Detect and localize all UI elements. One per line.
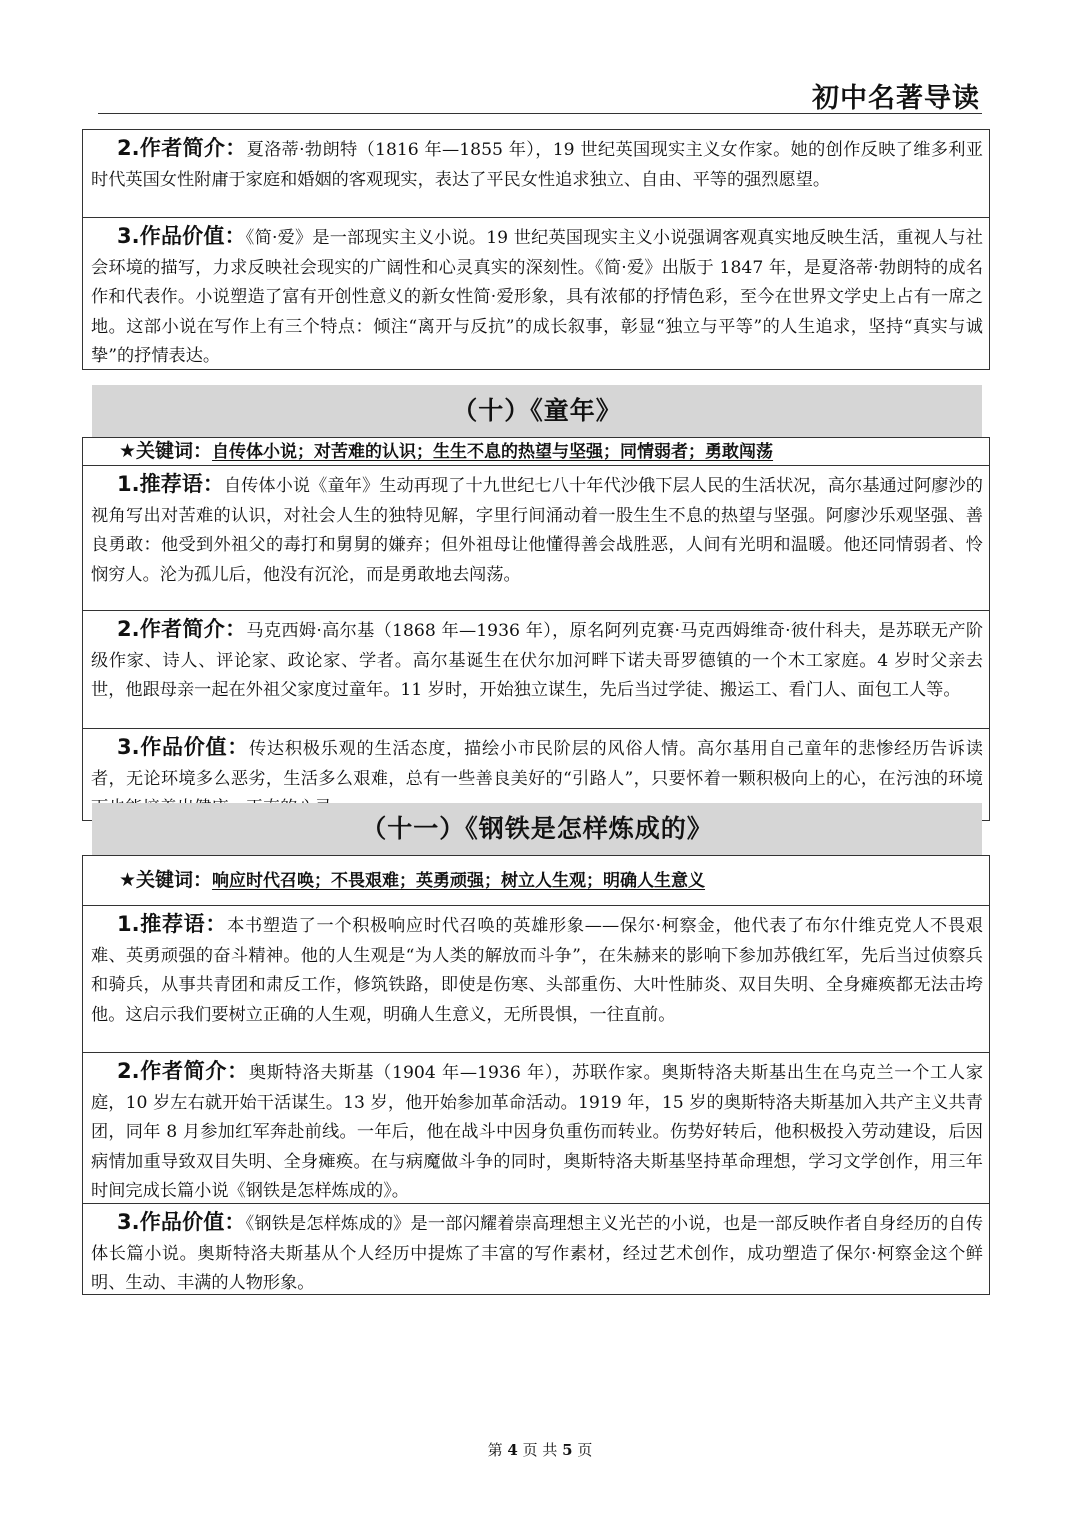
- value-text: 传达积极乐观的生活态度，描绘小市民阶层的风俗人情。高尔基用自己童年的悲惨经历告诉读者，无论环境多么恶劣，生活多么艰难，总有一些善良美好的“引路人”，只要怀着一颗积极向上的心，在污浊的环境: [91, 739, 983, 789]
- author-text: 奥斯特洛夫斯基（1904 年—1936 年），苏联作家。奥斯特洛夫斯基出生在乌克兰一个工人家庭，10 岁左右就开始干活谋生。13 岁，他开始参加革命活动。1919 年，15 岁的奥斯特洛夫斯基加入共产主义共青团，同年 8 月参加红军奔赴前线。一年后，他在战斗中因身负重伤而转业。伤势好转后，他积极投入劳动建设，后因病情加重导致双目失明、全身瘫痪。在与病魔做斗争的同时，奥斯特洛夫斯基坚持革命理想，学习文学创作，用三年时间完成长篇小说《钢铁是怎样炼成的》。: [91, 1063, 984, 1201]
- footer-middle: 页 共: [522, 1441, 558, 1459]
- section-title: （十一）《钢铁是怎样炼成的》: [92, 803, 982, 855]
- section10-box: [82, 437, 990, 821]
- footer-page-number: 4: [507, 1441, 518, 1459]
- value-row: [83, 1204, 989, 1294]
- keyword-row: [83, 856, 989, 906]
- recommend-row: [83, 906, 989, 1053]
- author-text: 马克西姆·高尔基（1868 年—1936 年），原名阿列克赛·马克西姆维奇·彼什科夫，是苏联无产阶级作家、诗人、评论家、政论家、学者。高尔基诞生在伏尔加河畔下诺夫哥罗德镇的一个木工家庭。4 岁时父亲去世，他跟母亲一起在外祖父家度过童年。11 岁时，开始独立谋生，先后当过学徒、搬运工、看门人、面包工人等。: [91, 621, 984, 700]
- keyword-label: ★关键词：: [119, 869, 213, 891]
- recommend-label: 1.推荐语：: [117, 912, 228, 936]
- page-footer: [0, 1439, 1080, 1460]
- keyword-text: 响应时代召唤；不畏艰难；英勇顽强；树立人生观；明确人生意义: [212, 871, 706, 891]
- author-text: 夏洛蒂·勃朗特（1816 年—1855 年），19 世纪英国现实主义女作家。她的创作反映了维多利亚时代英国女性附庸于家庭和婚姻的客观现实，表达了平民女性追求独立、自由、平等的强烈愿望。: [91, 140, 983, 190]
- recommend-text: 本书塑造了一个积极响应时代召唤的英雄形象——保尔·柯察金，他代表了布尔什维克党人不畏艰难、英勇顽强的奋斗精神。他的人生观是“为人类的解放而斗争”，在朱赫来的影响下参加苏俄红军，先后当过侦察兵和骑兵，从事共青团和肃反工作，修筑铁路，即使是伤寒、头部重伤、大叶性肺炎、双目失明、全身瘫痪都无法击垮他。这启示我们要树立正确的人生观，明确人生意义，无所畏惧，一往直前。: [91, 916, 983, 1025]
- value-label: 3.作品价值：: [117, 224, 246, 248]
- author-row: [83, 611, 989, 729]
- value-label: 3.作品价值：: [117, 1210, 246, 1234]
- prev-author-row: [83, 130, 989, 218]
- value-text: 《钢铁是怎样炼成的》是一部闪耀着崇高理想主义光芒的小说，也是一部反映作者自身经历的自传体长篇小说。奥斯特洛夫斯基从个人经历中提炼了丰富的写作素材，经过艺术创作，成功塑造了保尔·柯察金这个鲜明、生动、丰满的人物形象。: [91, 1214, 984, 1293]
- recommend-row: [83, 466, 989, 611]
- keyword-text: 自传体小说；对苦难的认识；生生不息的热望与坚强；同情弱者；勇敢闯荡: [212, 442, 774, 462]
- keyword-label: ★关键词：: [119, 440, 213, 462]
- author-label: 2.作者简介：: [117, 1059, 249, 1083]
- keyword-row: [83, 438, 989, 466]
- recommend-label: 1.推荐语：: [117, 472, 224, 496]
- author-label: 2.作者简介：: [117, 617, 247, 641]
- footer-total-pages: 5: [562, 1441, 573, 1459]
- header-title: 初中名著导读: [812, 83, 980, 114]
- footer-prefix: 第: [487, 1441, 503, 1459]
- author-row: [83, 1053, 989, 1204]
- author-label: 2.作者简介：: [117, 136, 247, 160]
- prev-section-box: [82, 129, 990, 370]
- value-text: 《简·爱》是一部现实主义小说。19 世纪英国现实主义小说强调客观真实地反映生活，重视人与社会环境的描写，力求反映社会现实的广阔性和心灵真实的深刻性。《简·爱》出版于 1847 年，是夏洛蒂·勃朗特的成名作和代表作。小说塑造了富有开创性意义的新女性简·爱形象，具有浓郁的抒情色彩，至今在世界文学史上占有一席之地。这部小说在写作上有三个特点：倾注“离开与反抗”的成长叙事，彰显“独立与平等”的人生追求，坚持“真实与诚挚”的抒情表达。: [91, 228, 983, 366]
- section-title: （十）《童年》: [92, 385, 982, 437]
- section11-box: [82, 855, 990, 1295]
- recommend-text: 自传体小说《童年》生动再现了十九世纪七八十年代沙俄下层人民的生活状况，高尔基通过阿廖沙的视角写出对苦难的认识，对社会人生的独特见解，字里行间涌动着一股生生不息的热望与坚强。阿廖沙乐观坚强、善良勇敢：他受到外祖父的毒打和舅舅的嫌弃；但外祖母让他懂得善会战胜恶，人间有光明和温暖。他还同情弱者、怜悯穷人。沦为孤儿后，他没有沉沦，而是勇敢地去闯荡。: [91, 476, 983, 585]
- prev-value-row: [83, 218, 989, 369]
- value-label: 3.作品价值：: [117, 735, 249, 759]
- header-rule: [98, 113, 982, 114]
- footer-suffix: 页: [577, 1441, 593, 1459]
